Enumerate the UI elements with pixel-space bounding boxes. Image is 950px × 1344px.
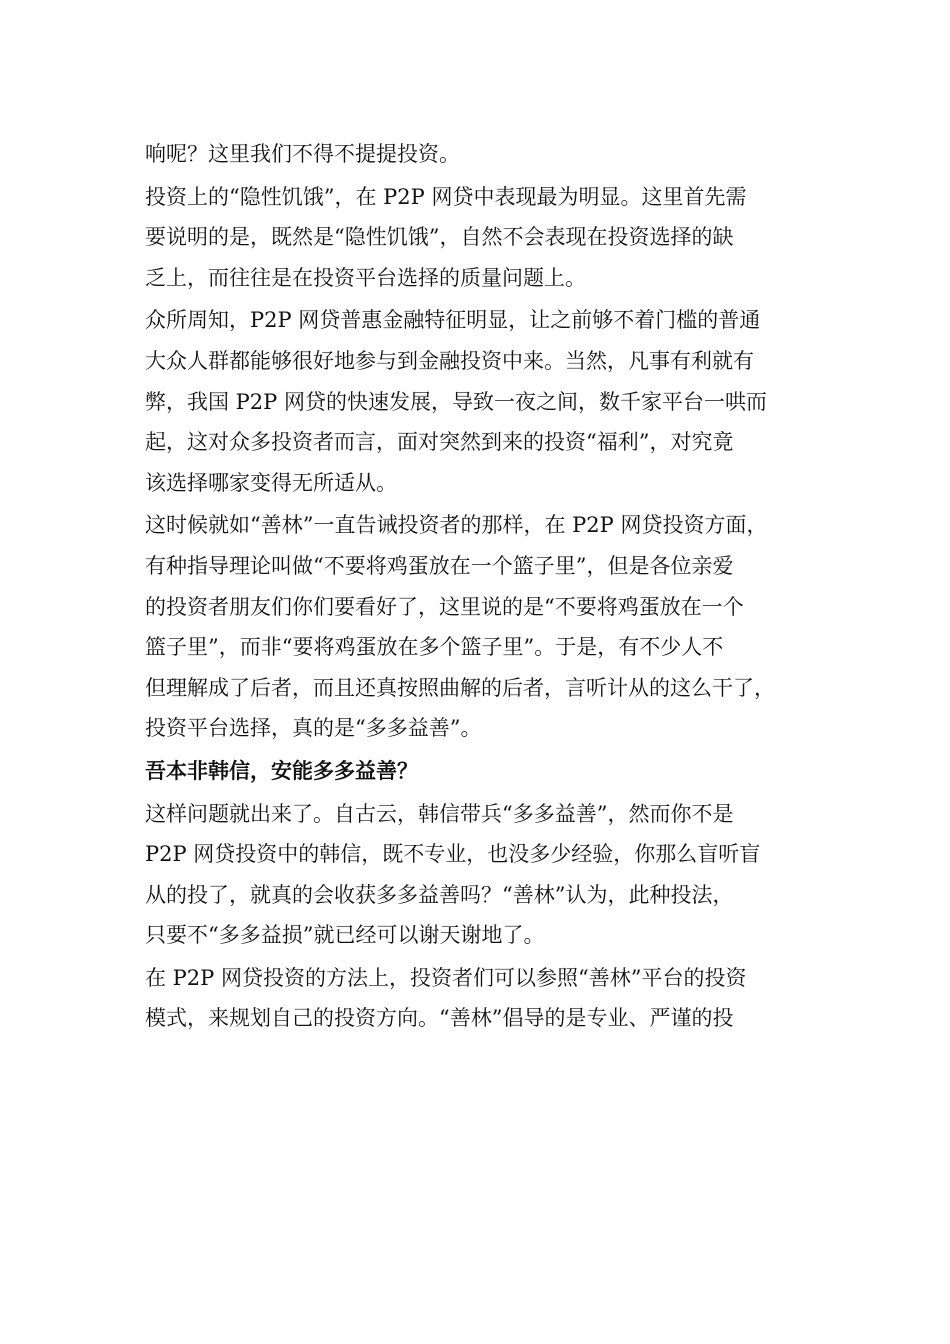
paragraph bbox=[145, 505, 820, 749]
paragraph-line: 响呢？这里我们不得不提提投资。 bbox=[145, 142, 460, 166]
paragraph-line: 只要不“多多益损”就已经可以谢天谢地了。 bbox=[145, 923, 545, 948]
paragraph-line: 起，这对众多投资者而言，面对突然到来的投资“福利”，对究竟 bbox=[145, 430, 734, 455]
paragraph-line: 大众人群都能够很好地参与到金融投资中来。当然，凡事有利就有 bbox=[145, 348, 754, 373]
paragraph-line: 篮子里”，而非“要将鸡蛋放在多个篮子里”。于是，有不少人不 bbox=[145, 635, 724, 660]
paragraph bbox=[145, 177, 820, 299]
paragraph-line: 这时候就如“善林”一直告诫投资者的那样，在 P2P 网贷投资方面， bbox=[145, 513, 768, 538]
paragraph-line: 投资平台选择，真的是“多多益善”。 bbox=[145, 716, 482, 741]
paragraph-line: 弊，我国 P2P 网贷的快速发展，导致一夜之间，数千家平台一哄而 bbox=[145, 389, 767, 414]
paragraph bbox=[145, 300, 820, 503]
paragraph-line: 有种指导理论叫做“不要将鸡蛋放在一个篮子里”，但是各位亲爱 bbox=[145, 553, 734, 578]
paragraph-line: 投资上的“隐性饥饿”，在 P2P 网贷中表现最为明显。这里首先需 bbox=[145, 184, 747, 209]
section-heading bbox=[145, 751, 820, 792]
heading-text: 吾本非韩信，安能多多益善？ bbox=[145, 758, 418, 783]
paragraph-line: 模式，来规划自己的投资方向。“善林”倡导的是专业、严谨的投 bbox=[145, 1006, 734, 1031]
paragraph-line: 众所周知，P2P 网贷普惠金融特征明显，让之前够不着门槛的普通 bbox=[145, 308, 761, 333]
paragraph-line: 该选择哪家变得无所适从。 bbox=[145, 470, 397, 495]
paragraph bbox=[145, 134, 820, 175]
paragraph bbox=[145, 794, 820, 956]
paragraph bbox=[145, 958, 820, 1039]
paragraph-line: 的投资者朋友们你们要看好了，这里说的是“不要将鸡蛋放在一个 bbox=[145, 594, 744, 619]
document-body bbox=[145, 134, 820, 1039]
paragraph-line: 要说明的是，既然是“隐性饥饿”，自然不会表现在投资选择的缺 bbox=[145, 225, 734, 250]
paragraph-line: 这样问题就出来了。自古云，韩信带兵“多多益善”，然而你不是 bbox=[145, 801, 734, 826]
paragraph-line: 但理解成了后者，而且还真按照曲解的后者，言听计从的这么干了， bbox=[145, 675, 775, 700]
paragraph-line: 从的投了，就真的会收获多多益善吗？“善林”认为，此种投法， bbox=[145, 882, 734, 907]
paragraph-line: 在 P2P 网贷投资的方法上，投资者们可以参照“善林”平台的投资 bbox=[145, 965, 747, 990]
paragraph-line: 乏上，而往往是在投资平台选择的质量问题上。 bbox=[145, 265, 586, 290]
paragraph-line: P2P 网贷投资中的韩信，既不专业，也没多少经验，你那么盲听盲 bbox=[145, 842, 761, 867]
